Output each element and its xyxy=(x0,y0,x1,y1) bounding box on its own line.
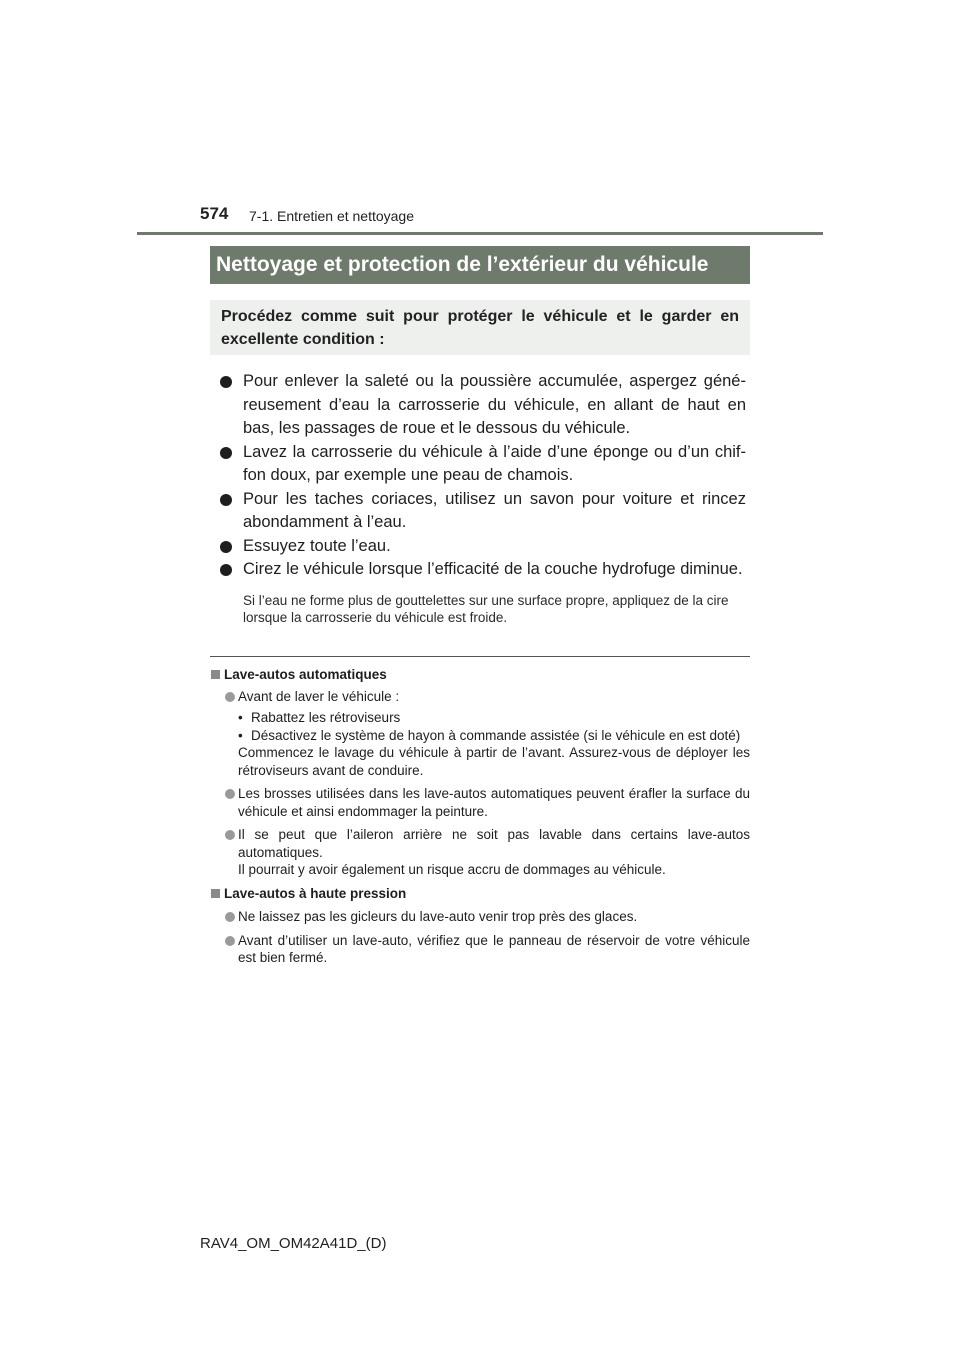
sub-bullet: • xyxy=(238,710,243,725)
list-item xyxy=(218,558,746,582)
sub-item xyxy=(210,727,750,745)
bullet-icon xyxy=(225,936,235,946)
intro-box: Procédez comme suit pour protéger le véhicule et le garder en excellente condition : xyxy=(210,300,750,355)
bullet-icon xyxy=(220,494,232,506)
bullet-icon xyxy=(225,789,235,799)
bullet-icon xyxy=(225,912,235,922)
list-item xyxy=(218,535,746,559)
square-bullet-icon xyxy=(211,670,220,679)
header-rule xyxy=(137,232,823,235)
info-item xyxy=(210,908,750,926)
auto-wash-heading xyxy=(210,666,750,684)
info-item xyxy=(210,785,750,820)
sub-item-text: Rabattez les rétroviseurs xyxy=(251,710,401,725)
bullet-icon xyxy=(220,447,232,459)
heading-text: Lave-autos à haute pression xyxy=(224,885,407,901)
main-note: Si l’eau ne forme plus de gouttelettes sur une surface propre, appliquez de la cire lorsque la carrosserie du véhicule est froide. xyxy=(243,592,729,625)
info-item xyxy=(210,932,750,967)
info-item xyxy=(210,826,750,861)
sub-item-text: Désactivez le système de hayon à commande assistée (si le véhicule en est doté) xyxy=(251,727,741,743)
info-section xyxy=(210,664,750,967)
main-list xyxy=(218,370,746,627)
section-label: 7-1. Entretien et nettoyage xyxy=(249,208,414,224)
bullet-icon xyxy=(220,564,232,576)
list-item xyxy=(218,441,746,488)
divider xyxy=(210,656,750,657)
info-item-text: Avant de laver le véhicule : xyxy=(238,688,400,704)
list-item xyxy=(218,488,746,535)
info-paragraph: Commencez le lavage du véhicule à partir de l’avant. Assurez-vous de déployer les rétroviseurs avant de conduire. xyxy=(238,745,750,778)
info-item xyxy=(210,688,750,706)
list-item-text: Essuyez toute l’eau. xyxy=(243,536,391,555)
list-item-text: Pour enlever la saleté ou la poussière accumulée, aspergez généreusement d’eau la carrosserie du véhicule, en allant de haut en bas, les passages de roue et le dessous du véhicule. xyxy=(243,372,746,437)
info-item-text: Avant d’utiliser un lave-auto, vérifiez que le panneau de réservoir de votre véhicule est bien fermé. xyxy=(238,932,750,965)
info-item-text: Les brosses utilisées dans les lave-autos automatiques peuvent érafler la surface du véhicule et ainsi endommager la peinture. xyxy=(238,786,750,819)
list-item-text: Pour les taches coriaces, utilisez un savon pour voiture et rincez abondamment à l’eau. xyxy=(243,489,746,531)
sub-bullet: • xyxy=(238,727,243,743)
list-item-text: Lavez la carrosserie du véhicule à l’aide d’une éponge ou d’un chiffon doux, par exemple une peau de chamois. xyxy=(243,442,746,484)
info-item-text: Il se peut que l’aileron arrière ne soit pas lavable dans certains lave-autos automatiques. xyxy=(238,827,750,860)
info-paragraph: Il pourrait y avoir également un risque accru de dommages au véhicule. xyxy=(238,862,666,877)
info-item-text: Ne laissez pas les gicleurs du lave-auto venir trop près des glaces. xyxy=(238,909,638,924)
high-pressure-heading xyxy=(210,885,750,903)
bullet-icon xyxy=(220,376,232,388)
sub-item xyxy=(210,709,750,727)
heading-text: Lave-autos automatiques xyxy=(224,667,387,682)
bullet-icon xyxy=(225,692,235,702)
list-item xyxy=(218,370,746,441)
page-number: 574 xyxy=(200,204,229,223)
section-title: Nettoyage et protection de l’extérieur du véhicule xyxy=(210,246,750,284)
footer-code: RAV4_OM_OM42A41D_(D) xyxy=(200,1235,387,1252)
bullet-icon xyxy=(220,541,232,553)
list-item-text: Cirez le véhicule lorsque l’efficacité de la couche hydrofuge diminue. xyxy=(243,560,743,578)
bullet-icon xyxy=(225,830,235,840)
square-bullet-icon xyxy=(211,889,220,898)
